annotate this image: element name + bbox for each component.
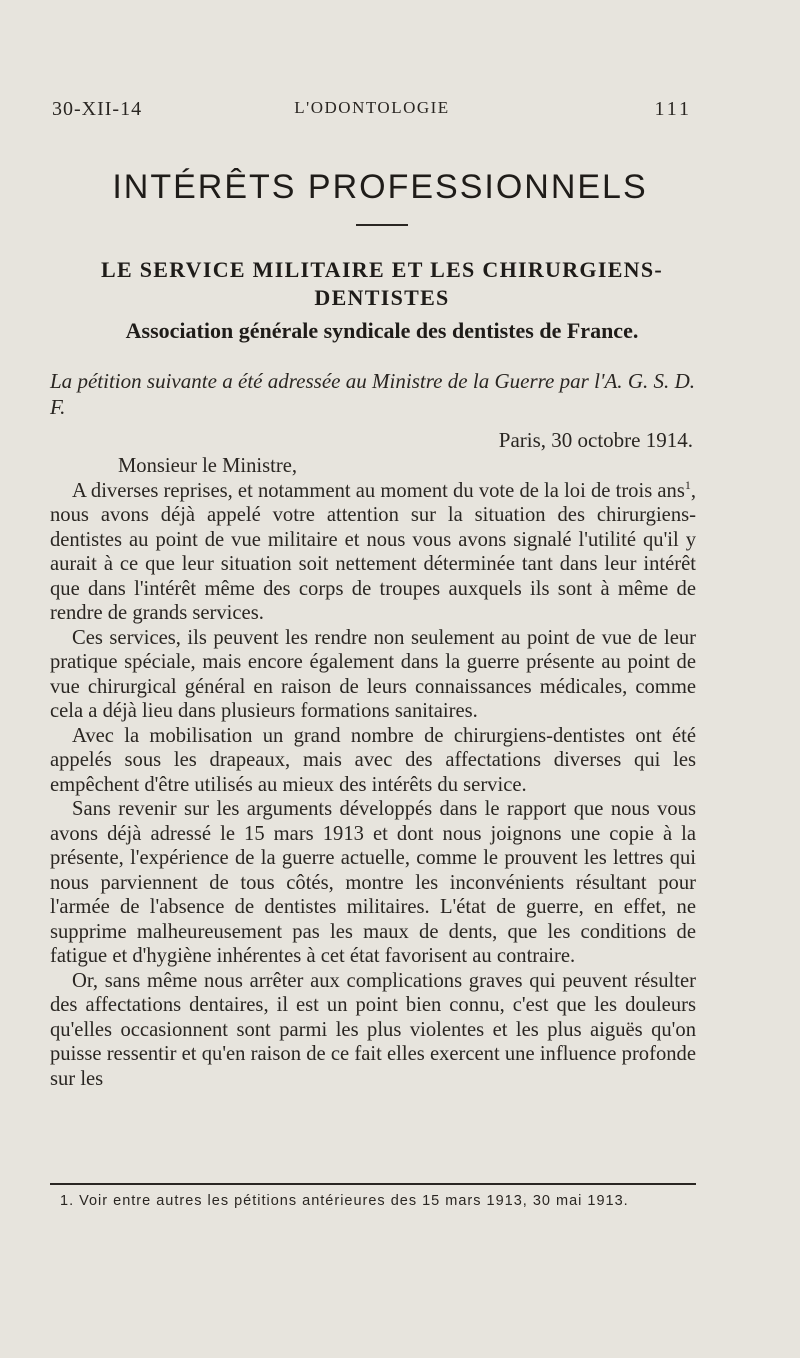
article-title: LE SERVICE MILITAIRE ET LES CHIRURGIENS-DENTISTES bbox=[100, 257, 664, 310]
section-title: INTÉRÊTS PROFESSIONNELS bbox=[112, 168, 648, 206]
running-head bbox=[52, 98, 692, 128]
paragraph bbox=[50, 479, 696, 626]
salutation: Monsieur le Ministre, bbox=[118, 455, 298, 477]
dateline: Paris, 30 octobre 1914. bbox=[498, 428, 693, 452]
footnote-marker: 1 bbox=[684, 477, 691, 492]
article-intro: La pétition suivante a été adressée au Ministre de la Guerre par l'A. G. S. D. F. bbox=[50, 369, 695, 419]
paragraph: Or, sans même nous arrêter aux complications graves qui peuvent résulter des affectations dentaires, il est un point bien connu, c'est que les douleurs qu'elles occasionnent sont parmi les plus violentes et les plus aiguës qu'on puisse ressentir et qu'en raison de ce fait elles exercent une influence profonde sur les bbox=[50, 969, 696, 1090]
journal-title: L'ODONTOLOGIE bbox=[294, 98, 450, 117]
page-number: 111 bbox=[654, 98, 692, 120]
paragraph: Sans revenir sur les arguments développés dans le rapport que nous vous avons déjà adressé le 15 mars 1913 et dont nous joignons une copie à la présente, l'expérience de la guerre actuelle, comme le prouvent les lettres qui nous parviennent de tous côtés, montre les inconvénients résultant pour l'armée de l'absence de dentistes militaires. L'état de guerre, en effet, ne supprime malheureusement pas les maux de dents, que les conditions de fatigue et d'hygiène inhérentes à cet état favorisent au contraire. bbox=[50, 798, 696, 967]
paragraph-text: , nous avons déjà appelé votre attention sur la situation des chirurgiens-dentistes au point de vue militaire et nous vous avons signalé l'utilité qu'il y aurait à ce que leur situation soit nettement déterminée tant dans leur intérêt que dans l'intérêt même des corps de troupes auxquels ils sont à même de rendre de grands services. bbox=[50, 479, 696, 624]
footnote-rule bbox=[50, 1183, 696, 1185]
paragraph-text: A diverses reprises, et notamment au moment du vote de la loi de trois ans bbox=[72, 479, 685, 502]
issue-date: 30-XII-14 bbox=[52, 98, 143, 120]
article-subtitle: Association générale syndicale des dentistes de France. bbox=[125, 318, 639, 343]
paragraph: Ces services, ils peuvent les rendre non seulement au point de vue de leur pratique spéciale, mais encore également dans la guerre présente au point de vue chirurgical général en raison de leurs connaissances médicales, comme cela a déjà lieu dans plusieurs formations sanitaires. bbox=[50, 626, 696, 722]
paragraph: Avec la mobilisation un grand nombre de chirurgiens-dentistes ont été appelés sous les drapeaux, mais avec des affectations diverses qui les empêchent d'être utilisés au mieux des intérêts du service. bbox=[50, 724, 696, 796]
article-body bbox=[50, 454, 696, 1091]
footnote: 1. Voir entre autres les pétitions antérieures des 15 mars 1913, 30 mai 1913. bbox=[60, 1193, 629, 1209]
title-divider bbox=[356, 224, 408, 226]
